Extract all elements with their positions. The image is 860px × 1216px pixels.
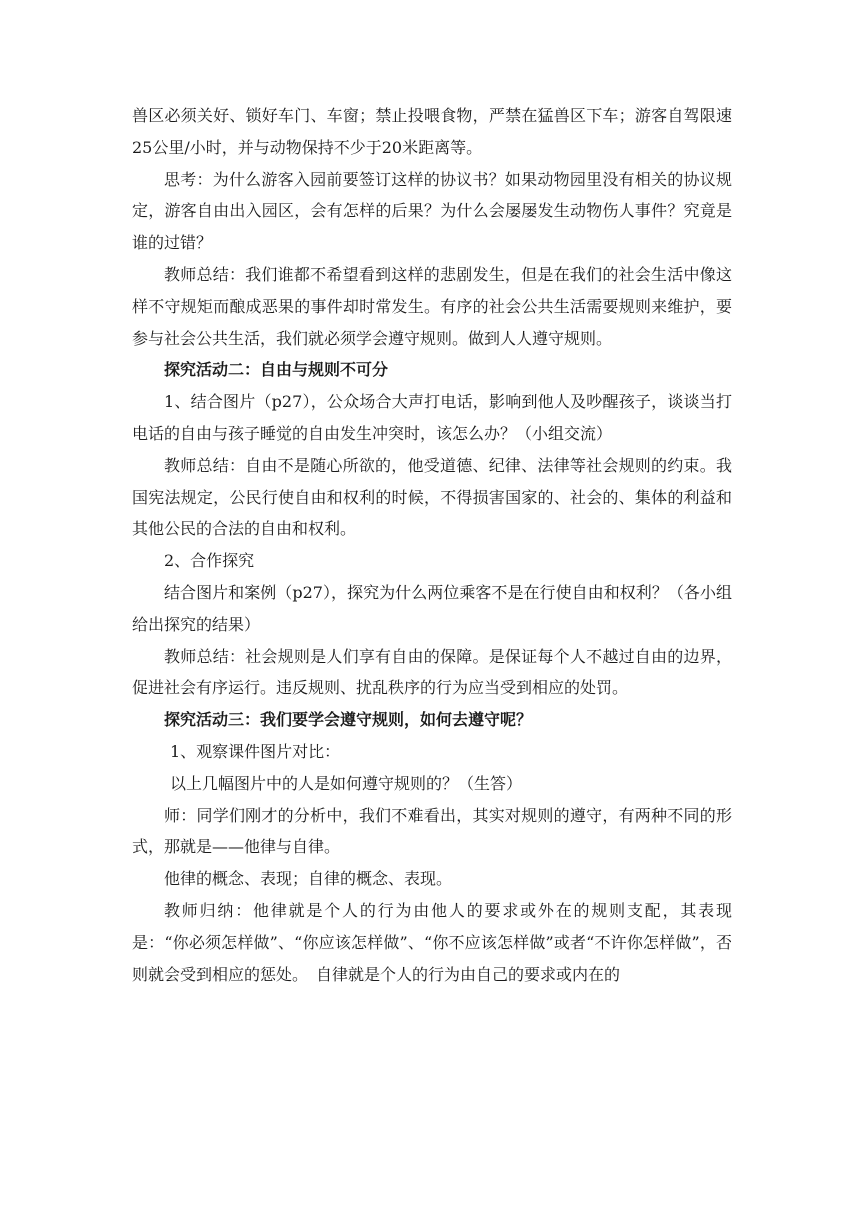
paragraph-teacher-summary-1: 教师总结：我们谁都不希望看到这样的悲剧发生，但是在我们的社会生活中像这样不守规矩而酿成恶果的事件却时常发生。有序的社会公共生活需要规则来维护，要参与社会公共生活，我们就必须学会遵守规则。做到人人遵守规则。 [132,264,732,348]
paragraph-activity-three-item-1: 1、观察课件图片对比： [170,741,341,761]
paragraph-cooperative-inquiry: 结合图片和案例（p27），探究为什么两位乘客不是在行使自由和权利？（各小组给出探究的结果） [132,582,732,634]
heading-activity-three: 探究活动三：我们要学会遵守规则，如何去遵守呢？ [164,710,533,730]
heading-activity-two: 探究活动二：自由与规则不可分 [164,360,389,380]
paragraph-teacher-summary-2: 教师总结：自由不是随心所欲的，他受道德、纪律、法律等社会规则的约束。我国宪法规定，公民行使自由和权利的时候，不得损害国家的、社会的、集体的利益和其他公民的合法的自由和权利。 [132,455,732,539]
paragraph-zoo-rules-continued: 兽区必须关好、锁好车门、车窗；禁止投喂食物，严禁在猛兽区下车；游客自驾限速25公里/小时，并与动物保持不少于20米距离等。 [132,106,732,157]
paragraph-teacher-remark: 师：同学们刚才的分析中，我们不难看出，其实对规则的遵守，有两种不同的形式，那就是——他律与自律。 [132,805,732,857]
paragraph-concepts: 他律的概念、表现；自律的概念、表现。 [164,869,453,889]
paragraph-teacher-summary-3: 教师总结：社会规则是人们享有自由的保障。是保证每个人不越过自由的边界，促进社会有序运行。违反规则、扰乱秩序的行为应当受到相应的处罚。 [132,646,732,698]
document-body [132,100,732,990]
paragraph-teacher-conclusion: 教师归纳：他律就是个人的行为由他人的要求或外在的规则支配，其表现是：“你必须怎样做”、“你应该怎样做”、“你不应该怎样做”或者“不许你怎样做”，否则就会受到相应的惩处。 自律就是个人的行为由自己的要求或内在的 [132,900,732,984]
paragraph-activity-two-item-2: 2、合作探究 [164,551,255,571]
paragraph-thinking-question: 思考：为什么游客入园前要签订这样的协议书？如果动物园里没有相关的协议规定，游客自由出入园区，会有怎样的后果？为什么会屡屡发生动物伤人事件？究竟是谁的过错？ [132,169,732,253]
paragraph-student-answer-prompt: 以上几幅图片中的人是如何遵守规则的？（生答） [170,773,523,793]
paragraph-activity-two-item-1: 1、结合图片（p27），公众场合大声打电话，影响到他人及吵醒孩子，谈谈当打电话的自由与孩子睡觉的自由发生冲突时，该怎么办？（小组交流） [132,392,732,443]
